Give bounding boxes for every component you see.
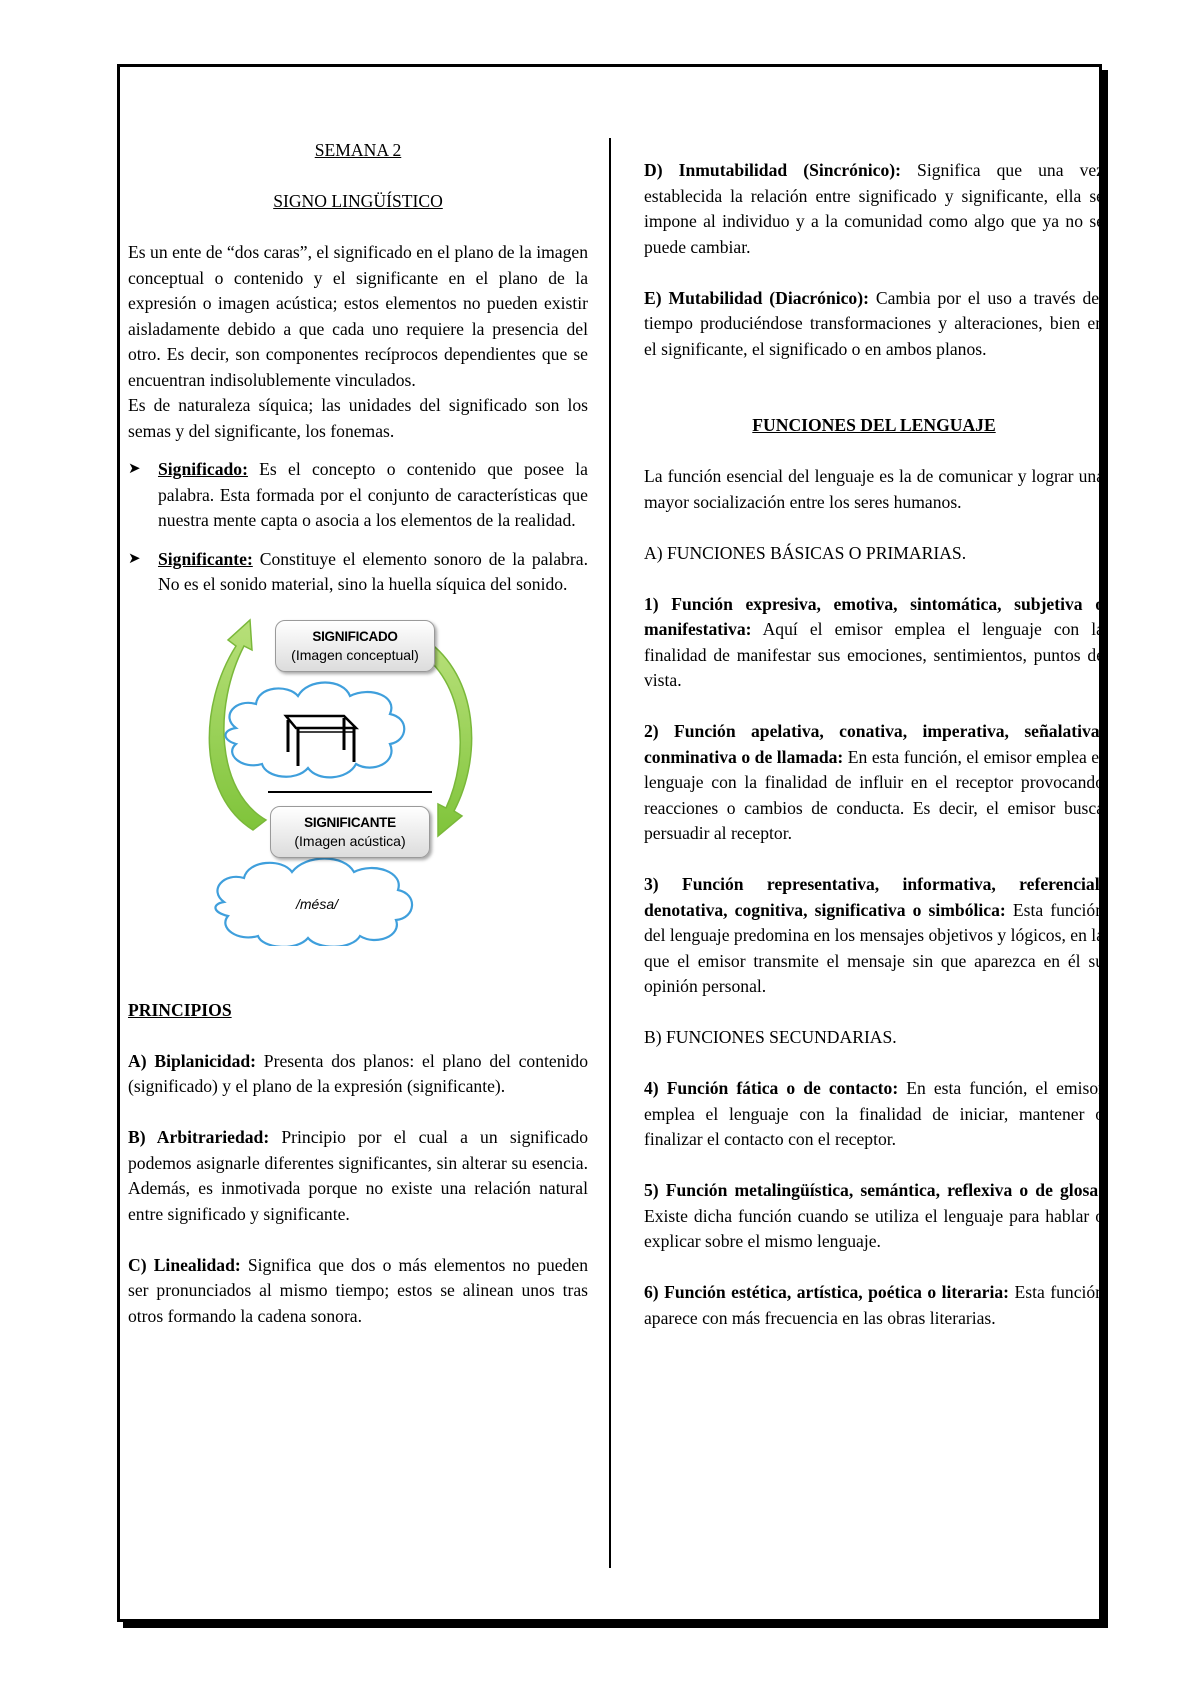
functions-title: FUNCIONES DEL LENGUAJE xyxy=(752,415,996,435)
column-divider xyxy=(609,138,611,1568)
sign-diagram xyxy=(158,606,598,946)
intro-paragraph-2: Es de naturaleza síquica; las unidades del significado son los semas y del significante, los fonemas. xyxy=(128,395,588,441)
bullet-significado xyxy=(128,457,588,534)
bullet-label: Significante: xyxy=(158,548,253,569)
arrow-bullet-icon: ➤ xyxy=(128,461,141,477)
principle-b: B) Arbitrariedad: Principio por el cual a un significado podemos asignarle diferentes significantes, sin alterar su esencia. Además, es inmotivada porque no existe una relación natural entre significado y significante. xyxy=(128,1127,589,1224)
bullet-text: Es el concepto o contenido que posee la palabra. Esta formada por el conjunto de características que nuestra mente capta o asocia a los elementos de la realidad. xyxy=(158,459,588,530)
function-2: 2) Función apelativa, conativa, imperativa, señalativa, conminativa o de llamada: En esta función, el emisor emplea el lenguaje con la finalidad de influir en el receptor provocando reacciones o cambios de conducta. Es decir, el emisor busca persuadir al receptor. xyxy=(644,721,1104,843)
function-1: 1) Función expresiva, emotiva, sintomática, subjetiva o manifestativa: Aquí el emisor emplea el lenguaje con la finalidad de manifestar sus emociones, sentimientos, puntos de vista. xyxy=(644,593,1104,690)
principle-a: A) Biplanicidad: Presenta dos planos: el plano del contenido (significado) y el plano de la expresión (significante). xyxy=(128,1050,588,1096)
principle-d: D) Inmutabilidad (Sincrónico): Significa que una vez establecida la relación entre significado y significante, ella se impone al individuo y a la comunidad como algo que ya no se puede cambiar. xyxy=(644,160,1104,257)
significante-box-subtitle: (Imagen acústica) xyxy=(294,832,406,849)
function-6: 6) Función estética, artística, poética o literaria: Esta función aparece con más frecuencia en las obras literarias. xyxy=(644,1282,1104,1328)
bullet-significante xyxy=(128,547,588,598)
significante-box-title: SIGNIFICANTE xyxy=(304,814,396,830)
principles-title: PRINCIPIOS xyxy=(128,999,232,1020)
topic-title: SIGNO LINGÜÍSTICO xyxy=(273,191,443,211)
significado-box-title: SIGNIFICADO xyxy=(312,628,398,644)
primary-functions-title: A) FUNCIONES BÁSICAS O PRIMARIAS. xyxy=(644,542,967,563)
function-5: 5) Función metalingüística, semántica, reflexiva o de glosa: Existe dicha función cuando se utiliza el lenguaje para hablar o explicar sobre el mismo lenguaje. xyxy=(644,1180,1104,1251)
intro-paragraph-1: Es un ente de “dos caras”, el significado en el plano de la imagen conceptual o contenido y el significante en el plano de la expresión o imagen acústica; estos elementos no pueden existir aisladamente debido a que cada uno requiere la presencia del otro. Es decir, son componentes recíprocos dependientes que se encuentran indisolublemente vinculados. xyxy=(128,242,588,390)
bullet-text: Constituye el elemento sonoro de la palabra. No es el sonido material, sino la huella síquica del sonido. xyxy=(158,548,588,594)
principle-e: E) Mutabilidad (Diacrónico): Cambia por el uso a través del tiempo produciéndose transformaciones y alteraciones, bien en el significante, el significado o en ambos planos. xyxy=(644,287,1104,359)
significado-box-subtitle: (Imagen conceptual) xyxy=(291,646,419,663)
function-4: 4) Función fática o de contacto: En esta función, el emisor emplea el lenguaje con la finalidad de iniciar, mantener o finalizar el contacto con el receptor. xyxy=(644,1078,1104,1149)
phonetic-label: /mésa/ xyxy=(296,895,339,912)
secondary-functions-title: B) FUNCIONES SECUNDARIAS. xyxy=(644,1027,897,1047)
left-column xyxy=(128,138,588,1329)
significante-box xyxy=(270,806,430,858)
right-column xyxy=(644,138,1104,1331)
thought-cloud-icon xyxy=(226,682,405,777)
principle-c: C) Linealidad: Significa que dos o más elementos no pueden ser pronunciados al mismo tiempo; estos se alinean unos tras otros formando la cadena sonora. xyxy=(128,1254,588,1326)
week-title: SEMANA 2 xyxy=(314,140,402,160)
arrow-bullet-icon: ➤ xyxy=(128,550,141,567)
functions-intro: La función esencial del lenguaje es la de comunicar y lograr una mayor socialización entre los seres humanos. xyxy=(644,466,1104,512)
significado-box xyxy=(275,620,435,672)
function-3: 3) Función representativa, informativa, referencial, denotativa, cognitiva, significativa o simbólica: Esta función del lenguaje predomina en los mensajes objetivos y lógicos, en la que el emisor transmite el mensaje sin que aparezca en él su opinión personal. xyxy=(644,874,1104,996)
bullet-label: Significado: xyxy=(158,459,248,479)
diagram-separator xyxy=(268,791,432,793)
